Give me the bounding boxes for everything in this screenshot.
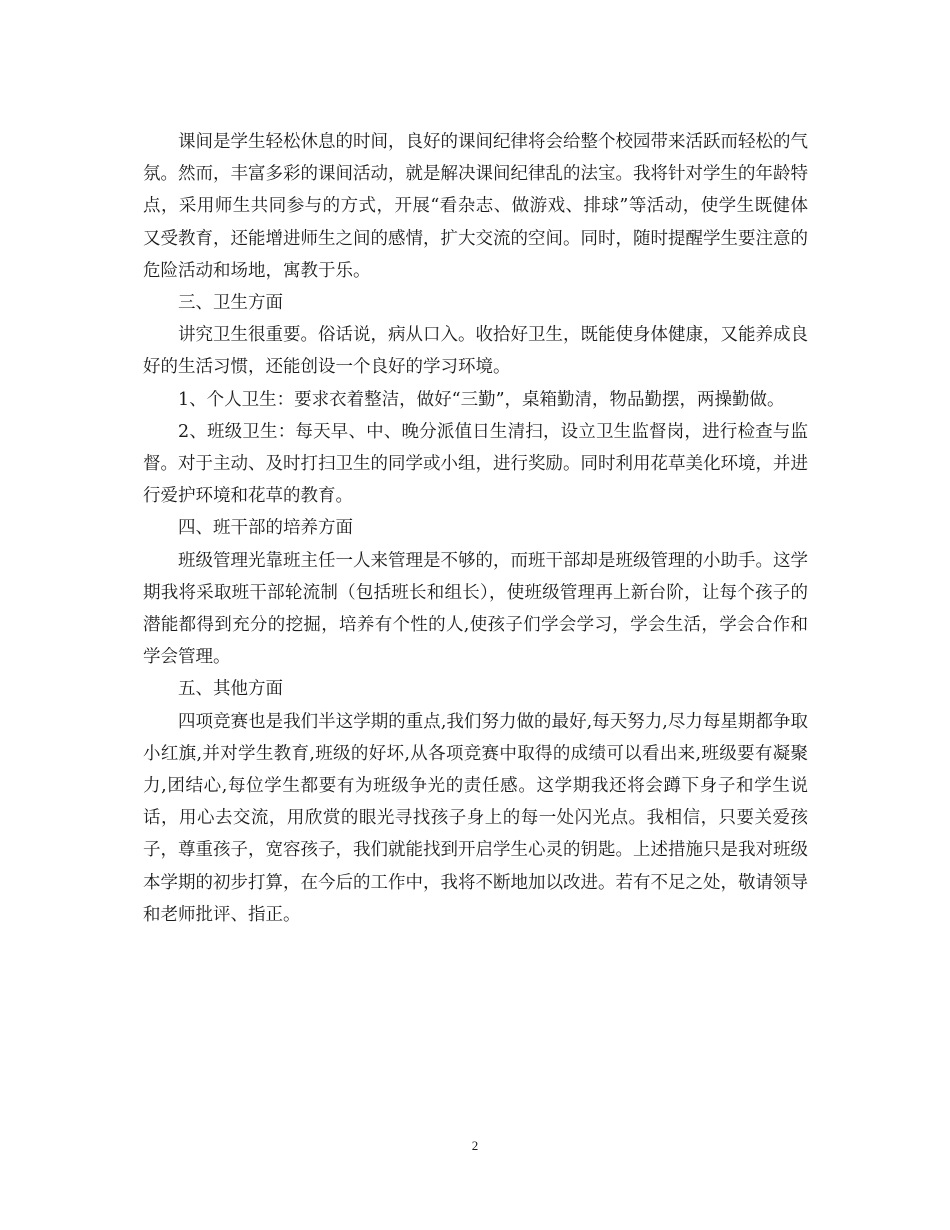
paragraph-recess-discipline: 课间是学生轻松休息的时间，良好的课间纪律将会给整个校园带来活跃而轻松的气氛。然而，丰富多彩的课间活动，就是解决课间纪律乱的法宝。我将针对学生的年龄特点，采用师生共同参与的方式，开展“看杂志、做游戏、排球”等活动，使学生既健体又受教育，还能增进师生之间的感情，扩大交流的空间。同时，随时提醒学生要注意的危险活动和场地，寓教于乐。 (143, 132, 808, 281)
section-heading-other: 五、其他方面 (178, 679, 283, 700)
section-heading-hygiene: 三、卫生方面 (178, 293, 283, 314)
paragraph-other: 四项竞赛也是我们半这学期的重点,我们努力做的最好,每天努力,尽力每星期都争取小红旗,并对学生教育,班级的好坏,从各项竞赛中取得的成绩可以看出来,班级要有凝聚力,团结心,每位学生都要有为班级争光的责任感。这学期我还将会蹲下身子和学生说话，用心去交流，用欣赏的眼光寻找孩子身上的每一处闪光点。我相信，只要关爱孩子，尊重孩子，宽容孩子，我们就能找到开启学生心灵的钥匙。上述措施只是我对班级本学期的初步打算，在今后的工作中，我将不断地加以改进。若有不足之处，敬请领导和老师批评、指正。 (143, 711, 808, 925)
paragraph-personal-hygiene: 1、个人卫生：要求衣着整洁，做好“三勤”，桌箱勤清，物品勤摆，两操勤做。 (178, 389, 785, 410)
document-body (143, 126, 808, 931)
paragraph-class-cadres: 班级管理光靠班主任一人来管理是不够的，而班干部却是班级管理的小助手。这学期我将采取班干部轮流制（包括班长和组长），使班级管理再上新台阶，让每个孩子的潜能都得到充分的挖掘，培养有个性的人,使孩子们学会学习，学会生活，学会合作和学会管理。 (143, 550, 808, 668)
paragraph-class-hygiene: 2、班级卫生：每天早、中、晚分派值日生清扫，设立卫生监督岗，进行检查与监督。对于主动、及时打扫卫生的同学或小组，进行奖励。同时利用花草美化环境，并进行爱护环境和花草的教育。 (143, 421, 808, 507)
section-heading-class-cadres: 四、班干部的培养方面 (178, 518, 353, 539)
paragraph-hygiene-intro: 讲究卫生很重要。俗话说，病从口入。收拾好卫生，既能使身体健康，又能养成良好的生活习惯，还能创设一个良好的学习环境。 (143, 325, 808, 378)
page-number: 2 (471, 1138, 479, 1153)
